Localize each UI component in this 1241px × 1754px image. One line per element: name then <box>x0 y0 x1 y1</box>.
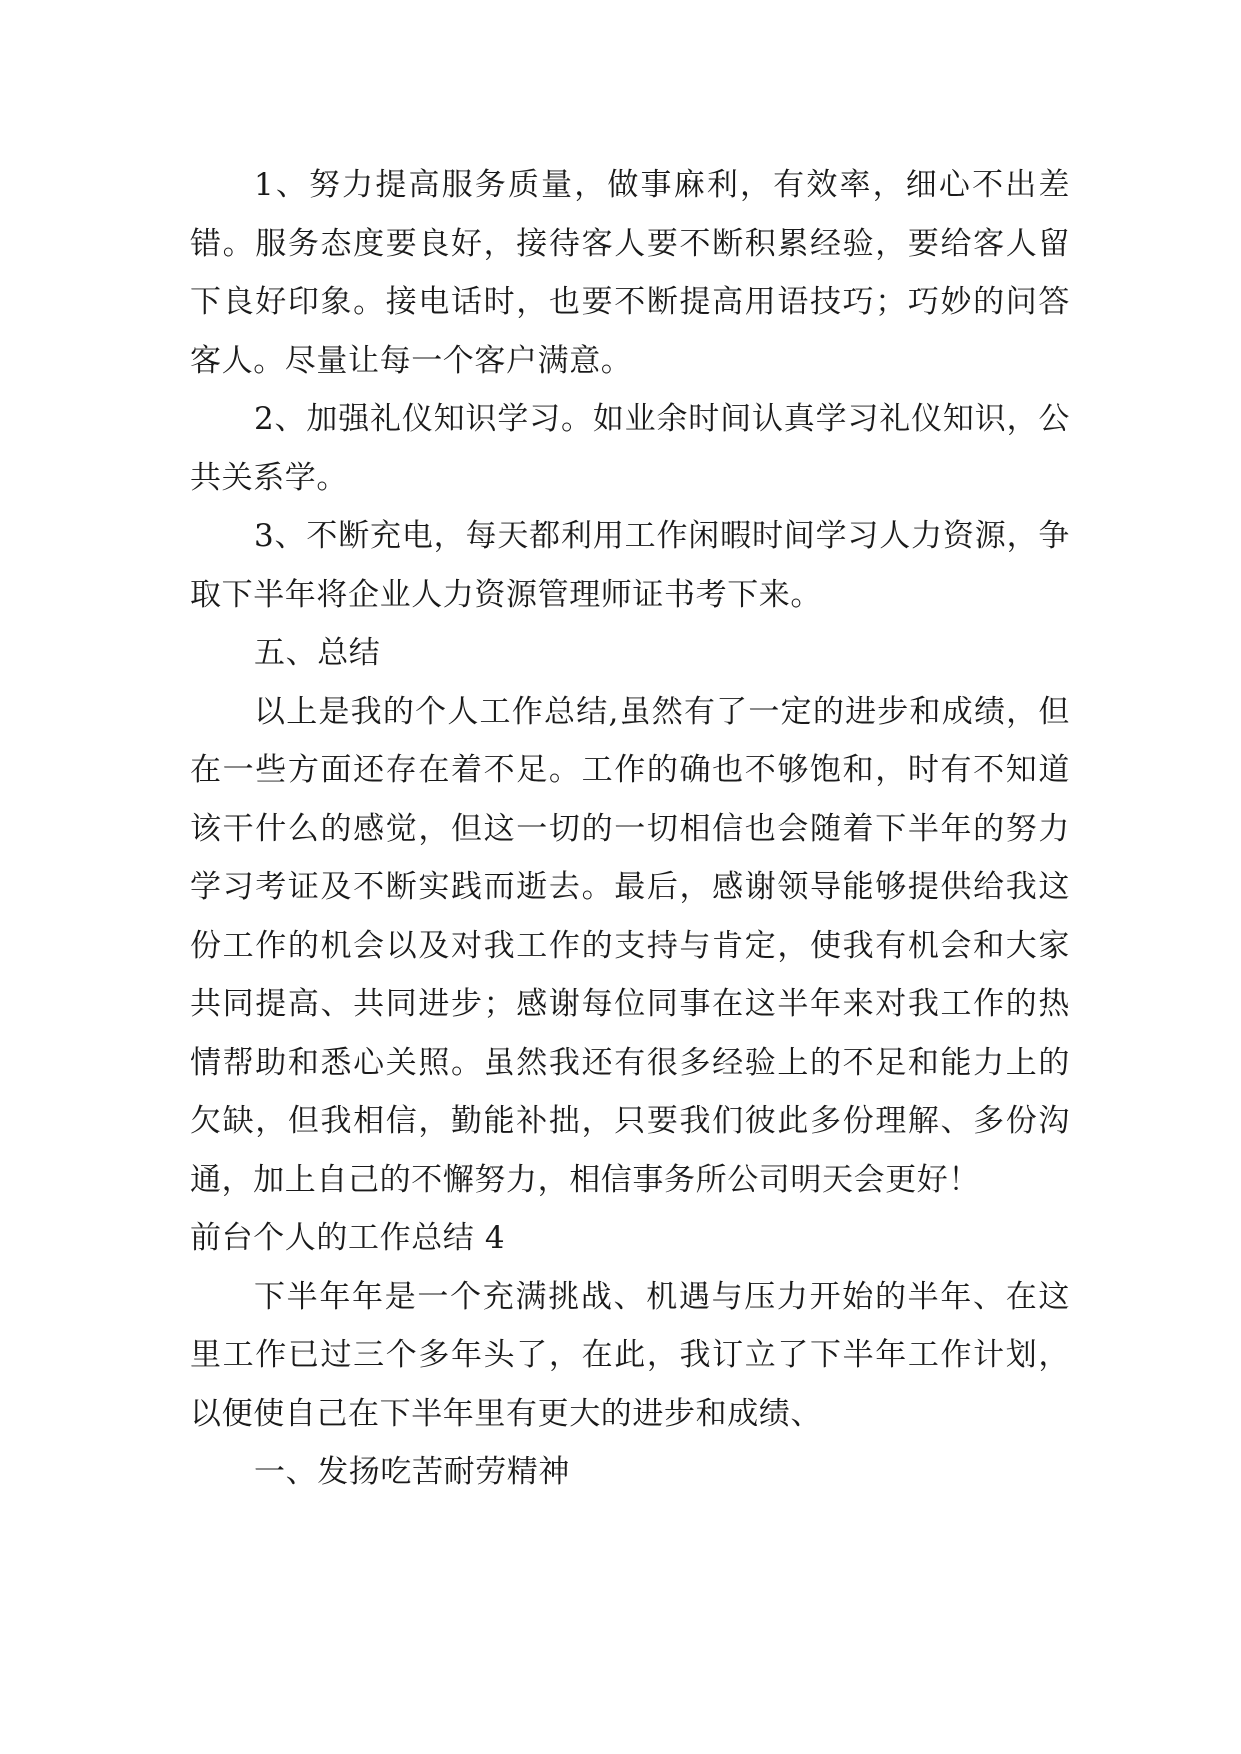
section-heading-summary: 五、总结 <box>254 635 381 671</box>
document-title-part-4: 前台个人的工作总结 4 <box>190 1220 506 1256</box>
paragraph-summary: 以上是我的个人工作总结,虽然有了一定的进步和成绩，但在一些方面还存在着不足。工作的确也不够饱和，时有不知道该干什么的感觉，但这一切的一切相信也会随着下半年的努力学习考证及不断实践而逝去。最后，感谢领导能够提供给我这份工作的机会以及对我工作的支持与肯定，使我有机会和大家共同提高、共同进步；感谢每位同事在这半年来对我工作的热情帮助和悉心关照。虽然我还有很多经验上的不足和能力上的欠缺，但我相信，勤能补拙，只要我们彼此多份理解、多份沟通，加上自己的不懈努力，相信事务所公司明天会更好！ <box>190 693 1070 1198</box>
paragraph-service-quality: 1、努力提高服务质量，做事麻利，有效率，细心不出差错。服务态度要良好，接待客人要不断积累经验，要给客人留下良好印象。接电话时，也要不断提高用语技巧；巧妙的问答客人。尽量让每一个客户满意。 <box>190 167 1070 379</box>
section-heading-hardworking: 一、发扬吃苦耐劳精神 <box>254 1454 570 1490</box>
document-page <box>190 156 1070 1502</box>
paragraph-intro: 下半年年是一个充满挑战、机遇与压力开始的半年、在这里工作已过三个多年头了，在此，我订立了下半年工作计划，以便使自己在下半年里有更大的进步和成绩、 <box>190 1278 1070 1432</box>
paragraph-etiquette-study: 2、加强礼仪知识学习。如业余时间认真学习礼仪知识，公共关系学。 <box>190 401 1070 496</box>
paragraph-hr-certification: 3、不断充电，每天都利用工作闲暇时间学习人力资源，争取下半年将企业人力资源管理师证书考下来。 <box>190 518 1070 613</box>
